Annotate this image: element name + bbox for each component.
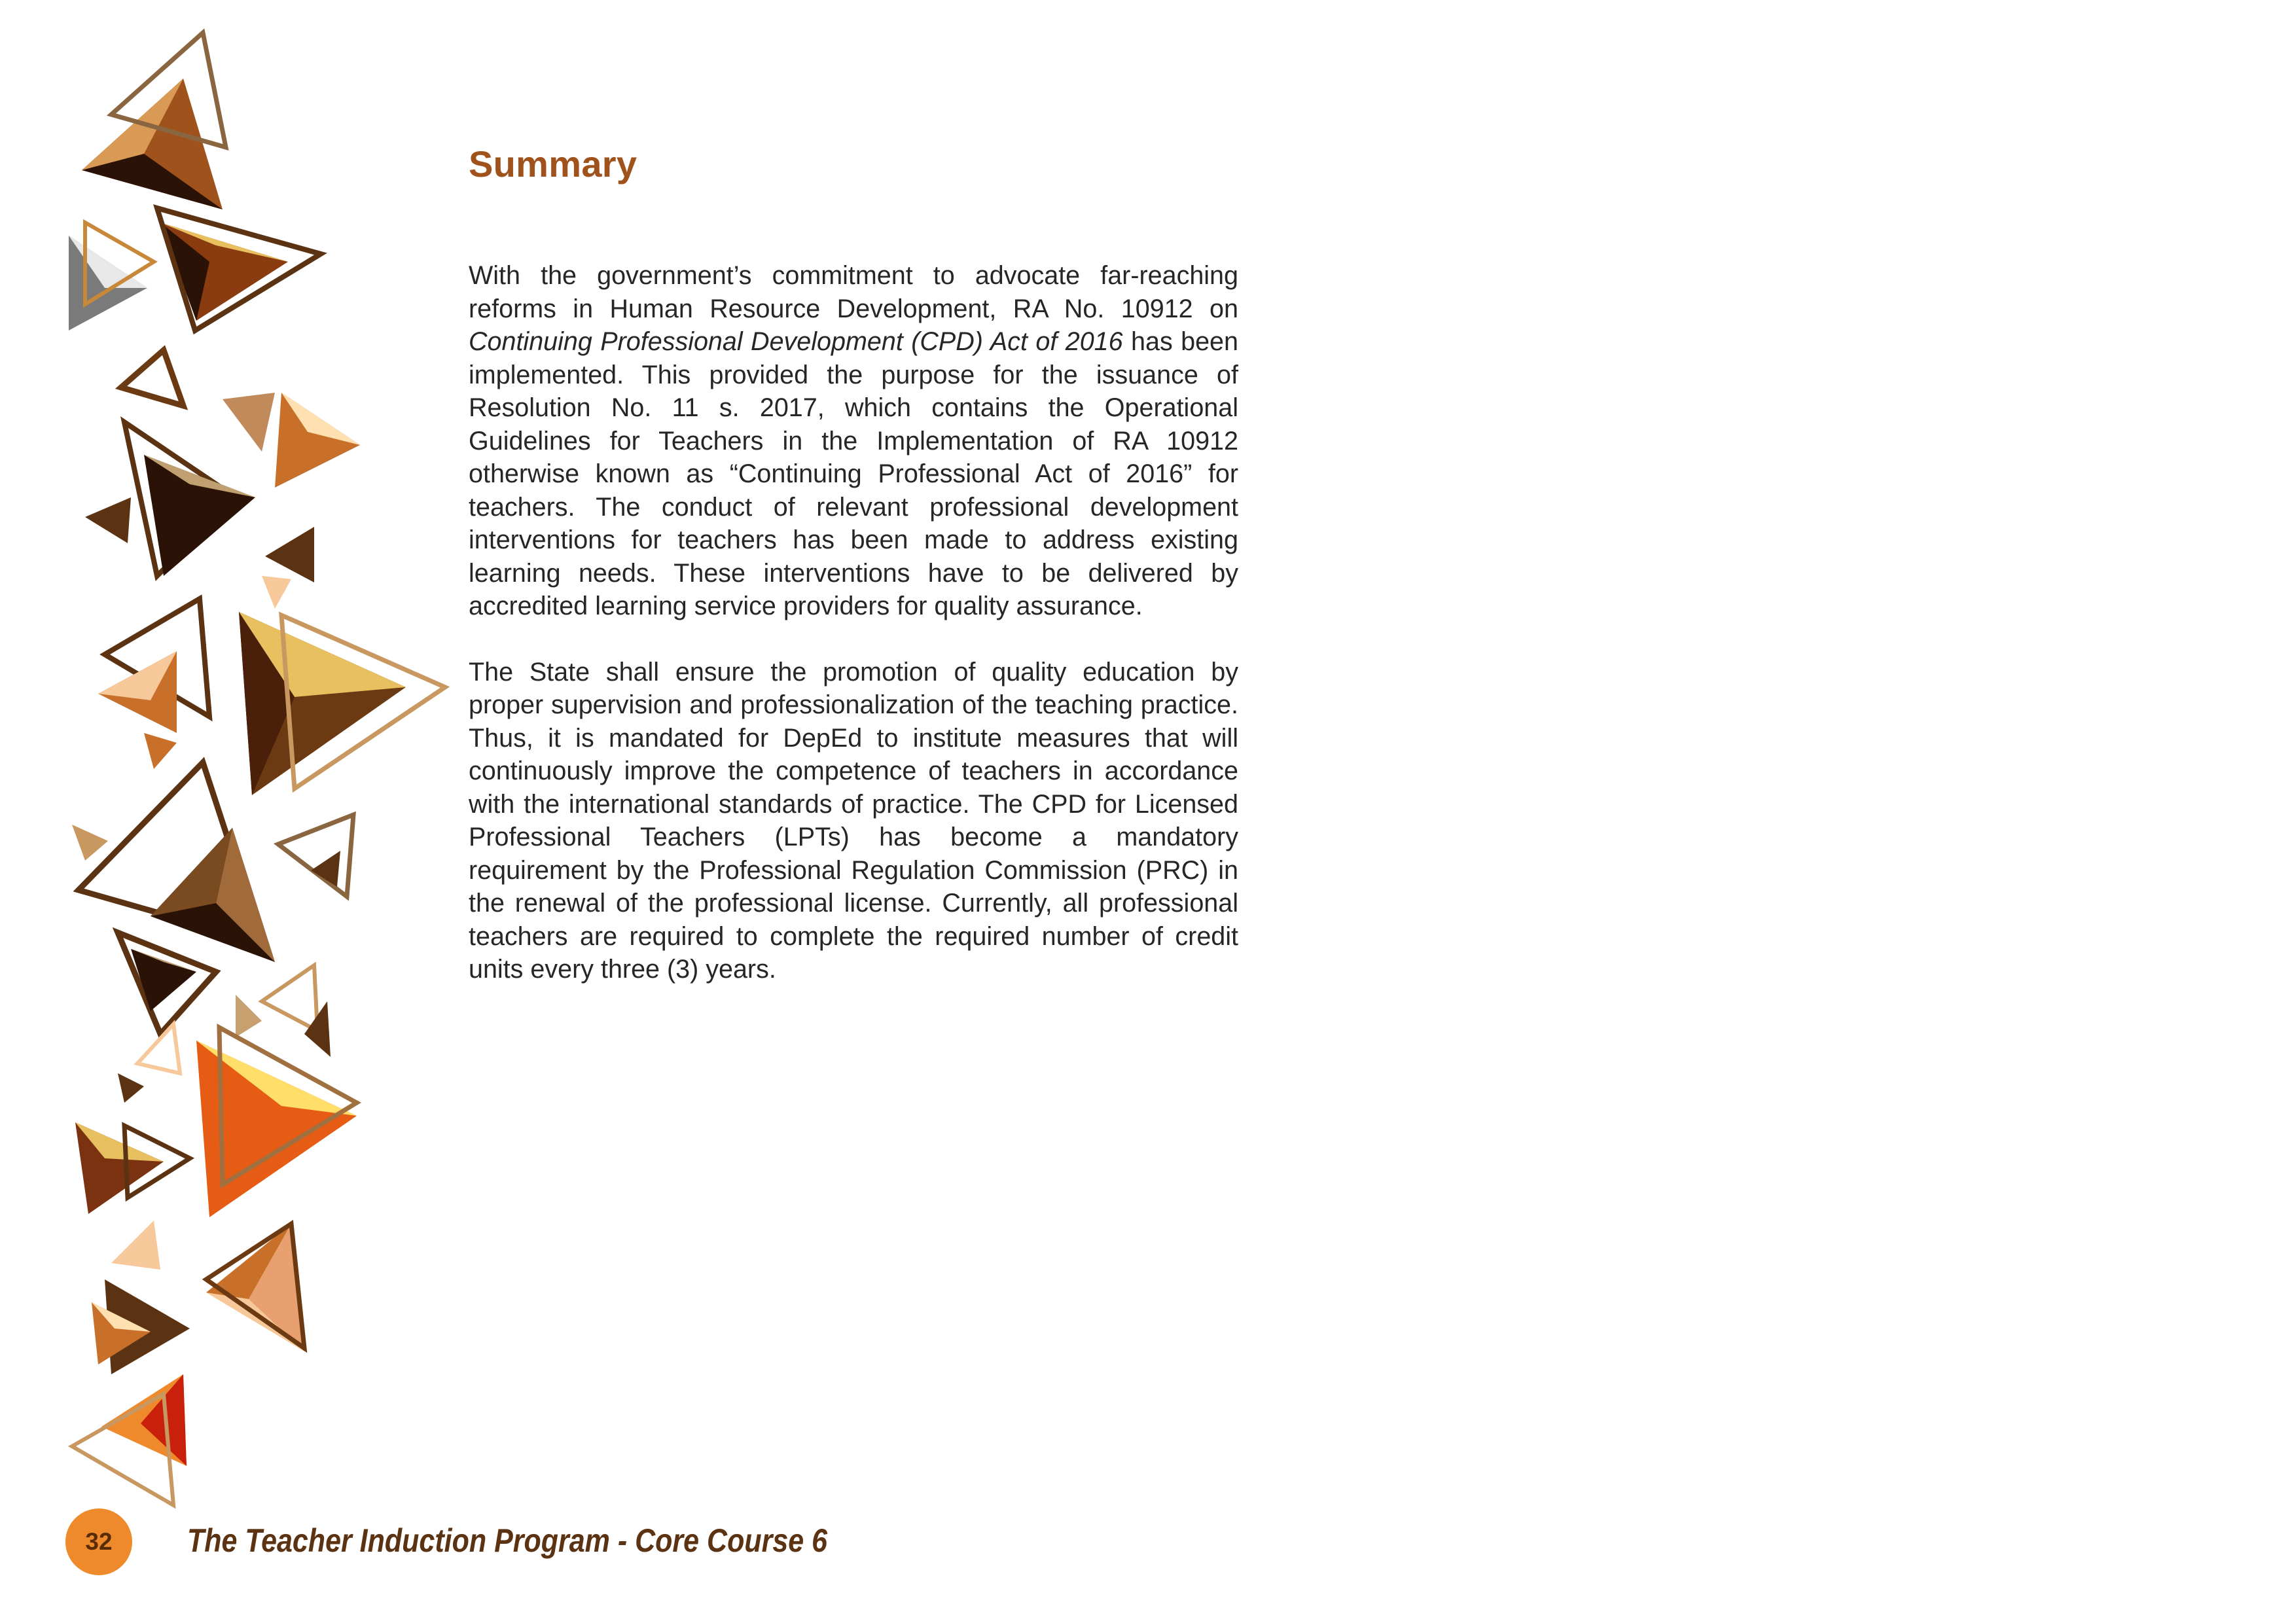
paragraph-1-text-a: With the government’s commitment to advocate far-reaching reforms in Human Resource Development, RA No. 10912 on — [469, 261, 1238, 323]
summary-paragraph-1 — [469, 259, 1238, 623]
summary-paragraph-2: The State shall ensure the promotion of quality education by proper supervision and professionalization of the teaching practice. Thus, it is mandated for DepEd to institute measures that will continuously improve the competence of teachers in accordance with the international standards of practice. The CPD for Licensed Professional Teachers (LPTs) has become a mandatory requirement by the Professional Regulation Commission (PRC) in the renewal of the professional license. Currently, all professional teachers are required to complete the required number of credit units every three (3) years. — [469, 657, 1238, 984]
summary-body — [469, 259, 1238, 1019]
decorative-triangles-icon — [0, 0, 471, 1538]
paragraph-1-text-b: has been implemented. This provided the purpose for the issuance of Resolution No. 11 s. 2017, which contains the Operational Guidelines for Teachers in the Implementation of RA 10912 otherwise known as “Continuing Professional Act of 2016” for teachers. The conduct of relevant professional development interventions for teachers has been made to address existing learning needs. These interventions have to be delivered by accredited learning service providers for quality assurance. — [469, 327, 1238, 620]
paragraph-1-italic-act: Continuing Professional Development (CPD) Act of 2016 — [469, 327, 1123, 356]
summary-heading: Summary — [469, 143, 637, 185]
page-number-badge: 32 — [65, 1508, 132, 1575]
footer-course-title: The Teacher Induction Program - Core Course 6 — [187, 1522, 828, 1559]
